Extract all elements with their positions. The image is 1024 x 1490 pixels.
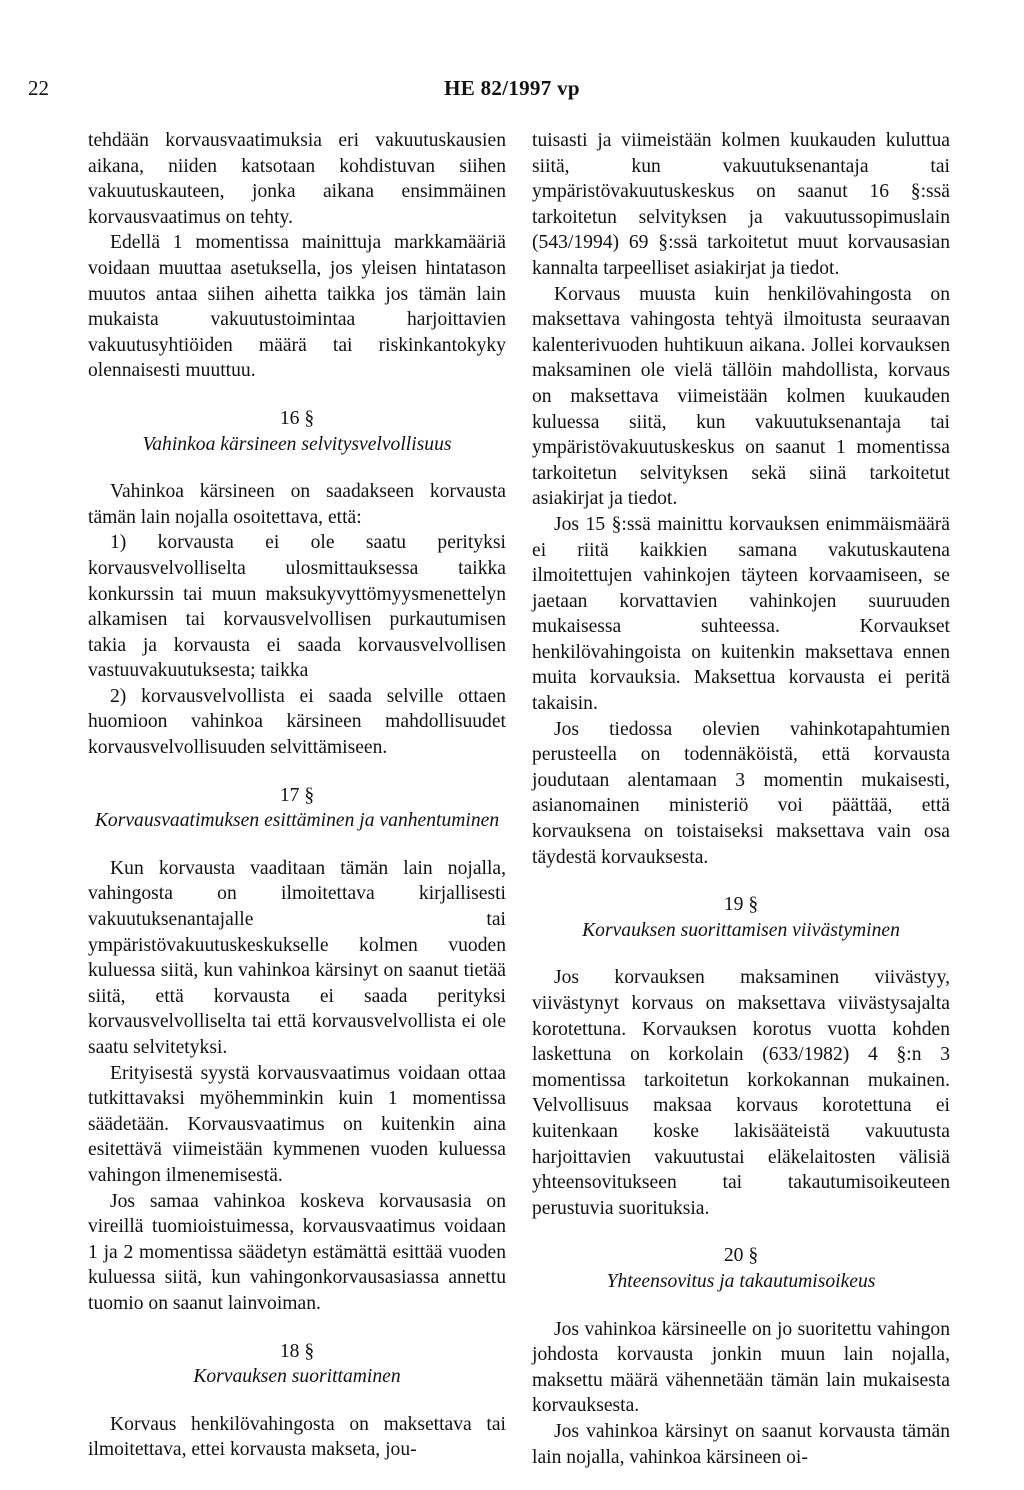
section-18-paragraph-1: Korvaus henkilövahingosta on maksettava tai ilmoitettava, ettei korvausta makseta, jou- <box>88 1413 506 1461</box>
section-20-paragraph-1: Jos vahinkoa kärsineelle on jo suoritettu vahingon johdosta korvausta jonkin muun lain nojalla, maksettu määrä vähennetään tämän lain mukaisesta korvauksesta. <box>532 1318 950 1417</box>
left-column <box>88 128 506 1463</box>
paragraph-continuation-right: tuisasti ja viimeistään kolmen kuukauden kuluttua siitä, kun vakuutuksenantaja tai ympäristövakuutuskeskus on saanut 16 §:ssä tarkoitetun selvityksen ja vakuutussopimuslain (543/1994) 69 §:ssä tarkoitetut muut korvausasian kannalta tarpeelliset asiakirjat ja tiedot. <box>532 130 950 279</box>
section-17-paragraph-1: Kun korvausta vaaditaan tämän lain nojalla, vahingosta on ilmoitettava kirjallisesti vakuutuksenantajalle tai ympäristövakuutuskeskukselle kolmen vuoden kuluessa siitä, kun vahinkoa kärsinyt on saanut tietää siitä, että korvausta ei saada perityksi korvausvelvolliselta tai että korvausvelvollista ei ole saatu selvitetyksi. <box>88 857 506 1058</box>
section-17-number: 17 § <box>279 784 315 806</box>
section-17-title: Korvausvaatimuksen esittäminen ja vanhentuminen <box>94 810 500 832</box>
section-18-paragraph-3: Jos 15 §:ssä mainittu korvauksen enimmäismäärä ei riitä kaikkien samana vakutuskautena ilmoitettujen vahinkojen täyteen korvaamiseen, se jaetaan korvattavien vahinkojen suuruuden mukaisessa suhteessa. Korvaukset henkilövahingoista on kuitenkin maksettava ennen muita korvauksia. Maksettua korvausta ei peritä takaisin. <box>532 513 950 715</box>
section-20-title: Yhteensovitus ja takautumisoikeus <box>606 1270 876 1292</box>
section-20-number: 20 § <box>723 1245 759 1267</box>
right-column <box>532 128 950 1470</box>
section-16-number: 16 § <box>279 407 315 429</box>
section-19-paragraph: Jos korvauksen maksaminen viivästyy, viivästynyt korvaus on maksettava viivästysajalta korotettuna. Korvauksen korotus vuotta kohden laskettuna on korkolain (633/1982) 4 §:n 3 momentissa tarkoitetun korkokannan mukainen. Velvollisuus maksaa korvaus korotettuna ei kuitenkaan koske lakisääteistä vakuutusta harjoittavien vakuutustai eläkelaitosten välisiä yhteensovitukseen tai takautumisoikeuteen perustuvia suorituksia. <box>532 967 950 1219</box>
paragraph-edella: Edellä 1 momentissa mainittuja markkamääriä voidaan muuttaa asetuksella, jos yleisen hintatason muutos antaa siihen aihetta taikka jos tämän lain mukaista vakuutustoimintaa harjoittavien vakuutusyhtiöiden määrä tai riskinkantokyky olennaisesti muuttuu. <box>88 232 506 382</box>
section-16-paragraph: Vahinkoa kärsineen on saadakseen korvausta tämän lain nojalla osoitettava, että: <box>88 481 506 528</box>
section-17-paragraph-2: Erityisestä syystä korvausvaatimus voidaan ottaa tutkittavaksi myöhemminkin kuin 1 momentissa säädetään. Korvausvaatimus on kuitenkin aina esitettävä viimeistään kymmenen vuoden kuluessa vahingon ilmenemisestä. <box>88 1062 506 1186</box>
page-number: 22 <box>28 76 49 100</box>
paragraph-continuation: tehdään korvausvaatimuksia eri vakuutuskausien aikana, niiden katsotaan kohdistuvan siihen vakuutuskauteen, jonka aikana ensimmäinen korvausvaatimus on tehty. <box>88 130 506 228</box>
running-header: HE 82/1997 vp <box>444 76 580 100</box>
section-19-title: Korvauksen suorittamisen viivästyminen <box>582 919 900 941</box>
section-16-item-1: 1) korvausta ei ole saatu perityksi korvausvelvolliselta ulosmittauksessa taikka konkurssin tai muun maksukyvyttömyysmenettelyn alkamisen tai korvausvelvollisen purkautumisen takia ja korvausta ei saada korvausvelvollisen vastuuvakuutuksesta; taikka <box>88 532 506 682</box>
section-20-paragraph-2: Jos vahinkoa kärsinyt on saanut korvausta tämän lain nojalla, vahinkoa kärsineen oi- <box>532 1420 950 1468</box>
section-16-item-2: 2) korvausvelvollista ei saada selville ottaen huomioon vahinkoa kärsineen mahdollisuudet korvausvelvollisuuden selvittämiseen. <box>88 685 506 759</box>
section-18-title: Korvauksen suorittaminen <box>193 1366 401 1388</box>
section-19-number: 19 § <box>723 894 759 916</box>
section-18-paragraph-4: Jos tiedossa olevien vahinkotapahtumien perusteella on todennäköistä, että korvausta joudutaan alentamaan 3 momentin mukaisesti, asianomainen ministeriö voi päättää, että korvauksena on toistaiseksi maksettava vain osa täydestä korvauksesta. <box>532 718 950 868</box>
section-16-title: Vahinkoa kärsineen selvitysvelvollisuus <box>142 433 452 455</box>
section-17-paragraph-3: Jos samaa vahinkoa koskeva korvausasia on vireillä tuomioistuimessa, korvausvaatimus voidaan 1 ja 2 momentissa säädetyn estämättä esittää vuoden kuluessa siitä, kun vahingonkorvausasiassa annettu tuomio on saanut lainvoiman. <box>88 1190 506 1314</box>
section-18-number: 18 § <box>279 1340 315 1362</box>
section-18-paragraph-2: Korvaus muusta kuin henkilövahingosta on maksettava vahingosta tehtyä ilmoitusta seuraavan kalenterivuoden huhtikuun aikana. Jollei korvauksen maksaminen ole vielä tällöin mahdollista, korvaus on maksettava viimeistään kolmen kuukauden kuluessa siitä, kun vakuutuksenantaja tai ympäristövakuutuskeskus on saanut 1 momentissa tarkoitetun selvityksen sekä siinä tarkoitetut asiakirjat ja tiedot. <box>532 283 950 510</box>
